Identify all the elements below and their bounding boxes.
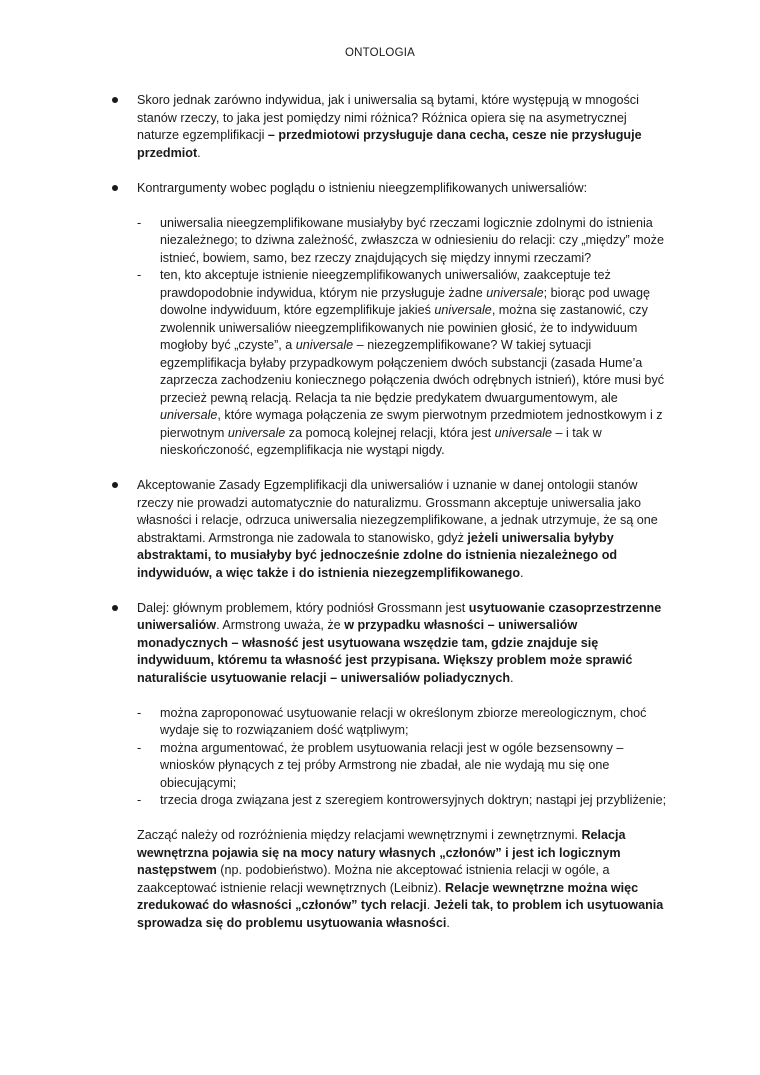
text-span: Akceptowanie Zasady Egzemplifikacji dla uniwersaliów i uznanie w danej ontologii stanów rzeczy nie prowadzi automatycznie do naturalizmu. Grossmann akceptuje uniwersalia jako własności i relacje, odrzuca uniwersalia niezegzemplifikowane, a jednak utrzymuje, że są one abstraktami. Armstronga nie zadowala to stanowisko, gdyż xyxy=(137,478,658,545)
bullet-icon xyxy=(112,97,118,103)
document-body xyxy=(0,92,760,950)
dash-list xyxy=(137,705,669,810)
text-span: za pomocą kolejnej relacji, która jest xyxy=(285,425,495,440)
paragraph: Kontrargumenty wobec poglądu o istnieniu nieegzemplifikowanych uniwersaliów: xyxy=(137,180,588,195)
bold-text: w przypadku własności – uniwersaliów monadycznych – własność jest usytuowana wszędzie tam, gdzie znajduje się indywiduum, któremu ta własność jest przypisana. Większy problem może sprawić naturaliście usytuowanie relacji – uniwersaliów poliadycznych xyxy=(137,618,633,685)
list-item xyxy=(137,792,669,810)
bold-text: – przedmiotowi przysługuje dana cecha, cesze nie przysługuje przedmiot xyxy=(137,128,642,160)
italic-text: universale xyxy=(295,338,354,352)
list-item xyxy=(137,215,669,268)
bullet-icon xyxy=(112,605,118,611)
bullet-item xyxy=(0,477,669,582)
bold-text: Jeżeli tak, to problem ich usytuowania sprowadza się do problemu usytuowania własności xyxy=(137,898,664,930)
text-span: można zaproponować usytuowanie relacji w określonym zbiorze mereologicznym, choć wydaje się to rozwiązaniem dość wątpliwym; xyxy=(160,705,647,737)
dash-icon: - xyxy=(137,793,142,807)
text-span: . xyxy=(510,670,514,685)
dash-icon: - xyxy=(137,215,142,230)
bold-text: Relacje wewnętrzne można więc zredukować do własności „członów” tych relacji xyxy=(137,880,639,912)
text-span: ten, kto akceptuje istnienie nieegzemplifikowanych uniwersaliów, zaakceptuje też prawdopodobnie indywidua, którym nie przysługuje żadne xyxy=(160,268,611,300)
bullet-item xyxy=(0,92,669,162)
dash-icon: - xyxy=(137,705,142,720)
text-span: Skoro jednak zarówno indywidua, jak i uniwersalia są bytami, które występują w mnogości stanów rzeczy, to jaka jest pomiędzy nimi różnica? Różnica opiera się na asymetrycznej naturze egzemplifikacji xyxy=(137,93,639,142)
text-span: można argumentować, że problem usytuowania relacji jest w ogóle bezsensowny – wniosków płynących z tej próby Armstrong nie zbadał, ale nie wydają mu się one obiecującymi; xyxy=(160,740,624,790)
text-span: . Armstrong uważa, że xyxy=(216,618,345,632)
list-item xyxy=(137,740,669,793)
bold-text: Relacja wewnętrzna pojawia się na mocy natury własnych „członów” i jest ich logicznym następstwem xyxy=(137,828,626,877)
text-span: , można się zastanowić, czy zwolennik uniwersaliów nieegzemplifikowanych nie powinien głosić, że to indywiduum mogłoby być „czyste”, a xyxy=(160,303,648,352)
text-span: trzecia droga związana jest z szeregiem kontrowersyjnych doktryn; nastąpi jej przybliżenie; xyxy=(160,793,667,807)
bullet-icon xyxy=(112,482,118,488)
text-span: ; biorąc pod uwagę dowolne indywiduum, które egzemplifikuje jakieś xyxy=(160,285,651,317)
bold-text: jeżeli uniwersalia byłyby abstraktami, to musiałyby być jednocześnie zdolne do istnienia niezależnego od indywiduów, a więc także i do istnienia niezegzemplifikowanego xyxy=(137,530,618,580)
paragraph xyxy=(137,827,669,932)
bullet-item xyxy=(0,180,669,460)
text-span: – i tak w nieskończoność, egzemplifikacja nie wystąpi nigdy. xyxy=(160,425,602,457)
paragraph xyxy=(137,477,669,582)
text-span: uniwersalia nieegzemplifikowane musiałyby być rzeczami logicznie zdolnymi do istnienia niezależnego; to dziwna zależność, zwłaszcza w odniesieniu do relacji: czy „między” może istnieć, bowiem, samo, bez rzeczy znajdujących się między innymi rzeczami? xyxy=(160,215,664,265)
page-header: ONTOLOGIA xyxy=(345,47,415,59)
text-span: Zacząć należy od rozróżnienia między relacjami wewnętrznymi i zewnętrznymi. xyxy=(137,828,582,842)
bullet-item xyxy=(0,600,669,933)
bullet-icon xyxy=(112,185,118,191)
text-span: – niezegzemplifikowane? W takiej sytuacji egzemplifikacja byłaby przypadkowym połączeniem dwóch substancji (zasada Hume’a zaprzecza zachodzeniu koniecznego połączenia dwóch odrębnych istnień), które musi być przecież pewną relacją. Relacja ta nie będzie predykatem dwuargumentowym, ale xyxy=(160,338,665,405)
text-span: . xyxy=(197,145,201,160)
text-span: Dalej: głównym problemem, który podniósł Grossmann jest xyxy=(137,600,469,615)
text-span: . xyxy=(520,565,524,580)
dash-icon: - xyxy=(137,740,142,755)
text-span: . xyxy=(426,898,434,912)
list-item xyxy=(137,705,669,740)
italic-text: universale xyxy=(486,285,544,300)
list-item xyxy=(137,267,669,460)
paragraph xyxy=(137,92,669,162)
text-span: . xyxy=(446,915,450,930)
italic-text: universale xyxy=(227,425,286,440)
text-span: , które wymaga połączenia ze swym pierwotnym przedmiotem jednostkowym i z pierwotnym xyxy=(160,408,663,440)
italic-text: universale xyxy=(494,425,552,440)
dash-icon: - xyxy=(137,268,142,282)
dash-list xyxy=(137,215,669,460)
bold-text: usytuowanie czasoprzestrzenne uniwersaliów xyxy=(137,600,662,632)
italic-text: universale xyxy=(434,303,492,317)
italic-text: universale xyxy=(160,408,218,422)
text-span: (np. podobieństwo). Można nie akceptować istnienia relacji w ogóle, a zaakceptować istnienie relacji wewnętrznych (Leibniz). xyxy=(137,863,610,895)
paragraph xyxy=(137,600,669,688)
